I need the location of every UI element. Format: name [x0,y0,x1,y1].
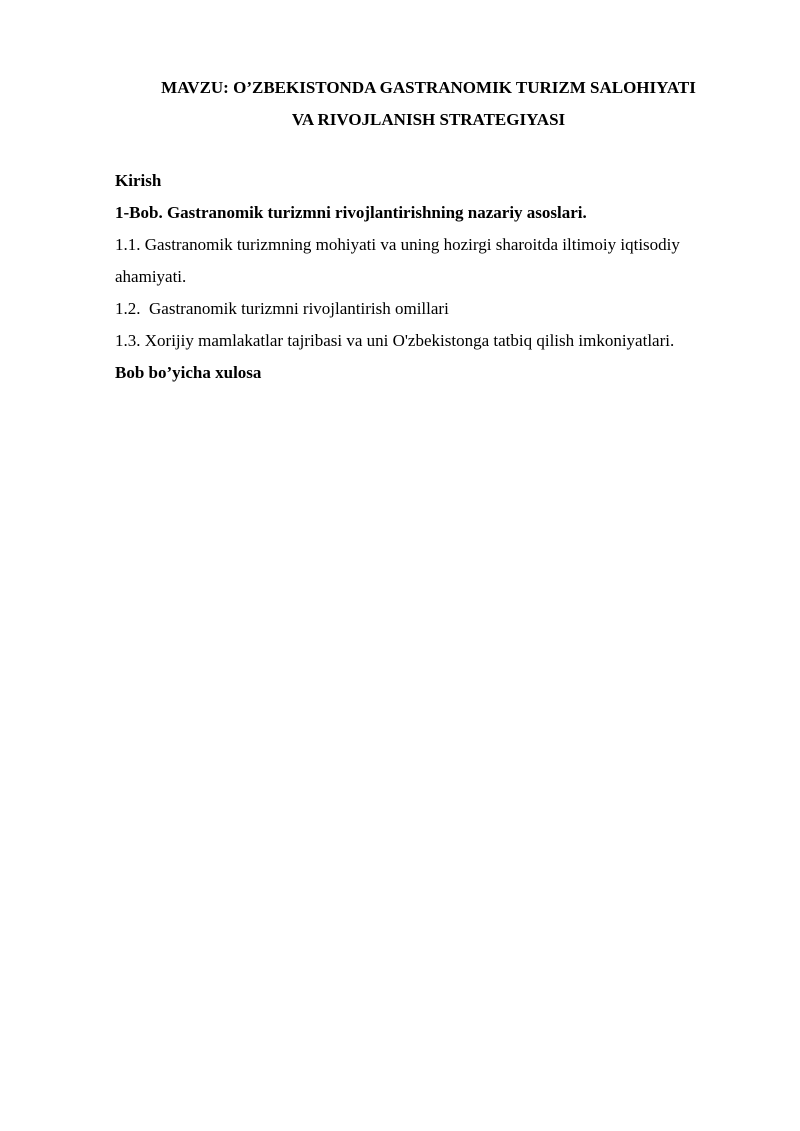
toc-section-1-2: 1.2. Gastranomik turizmni rivojlantirish omillari [115,299,449,318]
toc-section-1-1: 1.1. Gastranomik turizmning mohiyati va uning hozirgi sharoitda iltimoiy iqtisodiy [115,235,680,254]
toc-chapter-1-heading: 1-Bob. Gastranomik turizmni rivojlantirishning nazariy asoslari. [115,203,587,222]
toc-introduction: Kirish [115,171,162,190]
toc-chapter-conclusion: Bob bo’yicha xulosa [115,363,262,382]
toc-section-1-3: 1.3. Xorijiy mamlakatlar tajribasi va uni O'zbekistonga tatbiq qilish imkoniyatlari. [115,331,675,350]
title-line-2: VA RIVOJLANISH STRATEGIYASI [291,110,566,129]
title-line-1: MAVZU: O’ZBEKISTONDA GASTRANOMIK TURIZM SALOHIYATI [161,78,696,97]
table-of-contents [115,165,755,389]
toc-section-1-1-continued: ahamiyati. [115,267,187,286]
document-title [115,72,742,136]
